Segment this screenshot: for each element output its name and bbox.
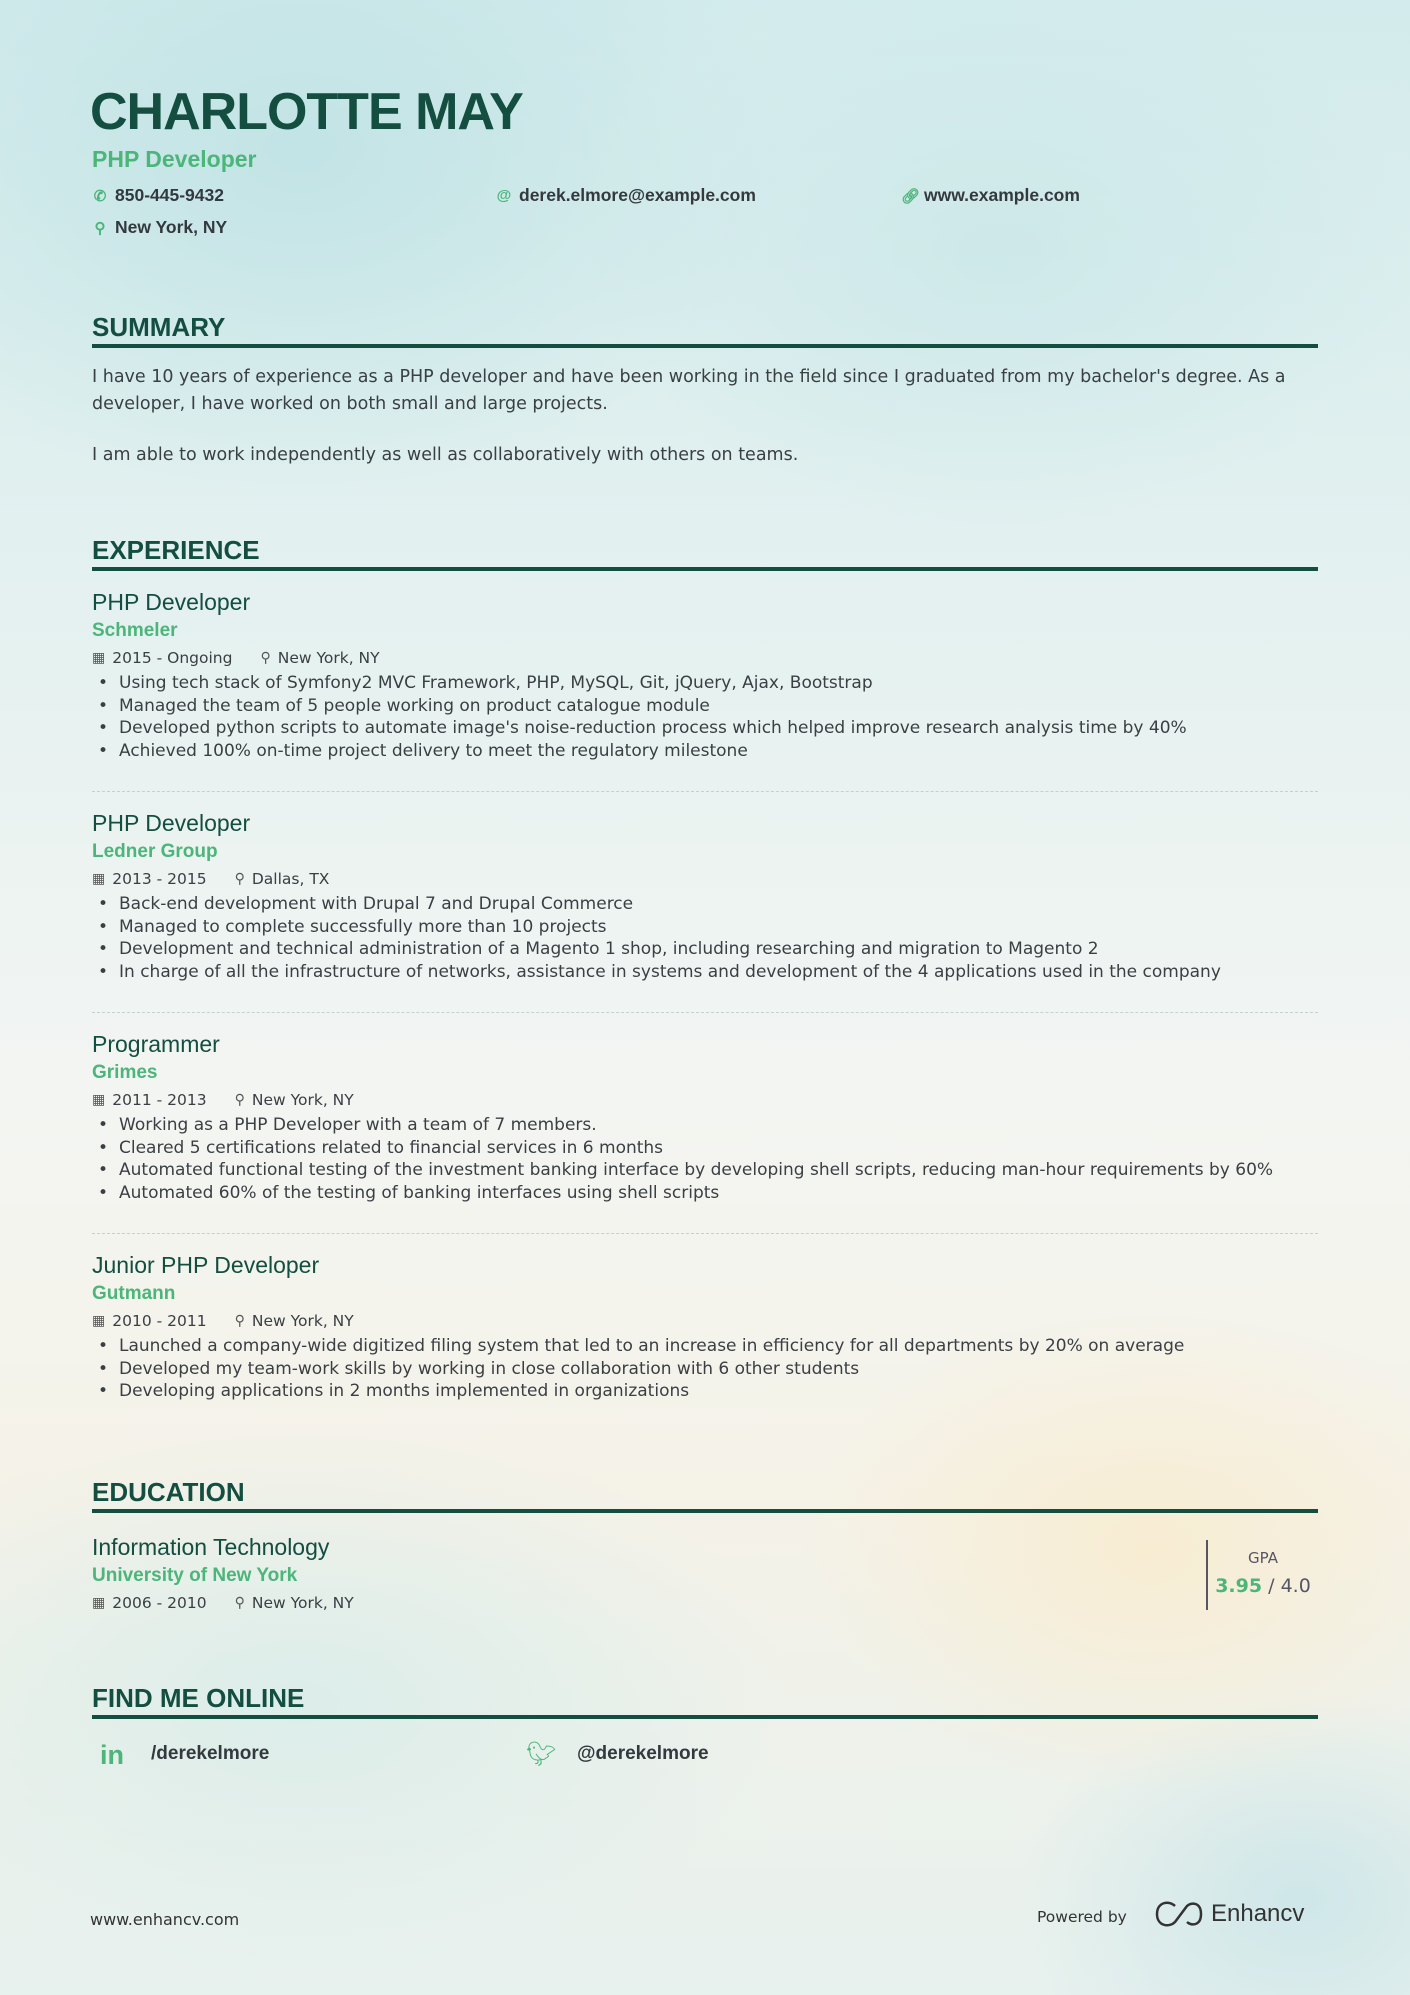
linkedin-link[interactable]: /derekelmore [151,1743,270,1764]
company: Grimes [92,1062,158,1083]
online-heading: FIND ME ONLINE [92,1683,1318,1719]
bullet-item: • Development and technical administration of a Magento 1 shop, including researching and migration to Magento 2 [92,938,1318,961]
location: New York, NY [277,649,380,667]
bullet-list [92,893,1318,983]
map-pin-icon: ⚲ [234,1313,245,1329]
gpa-label: GPA [1248,1549,1278,1567]
experience-heading: EXPERIENCE [92,535,1318,571]
summary-heading: SUMMARY [92,312,1318,348]
job-title: PHP Developer [92,589,251,615]
company: Gutmann [92,1283,176,1304]
location: New York, NY [251,1594,354,1612]
job-meta [92,869,1318,889]
map-pin-icon: ⚲ [94,219,106,237]
at-icon: @ [496,187,512,204]
map-pin-icon: ⚲ [234,1595,245,1611]
phone-text: 850-445-9432 [115,185,224,205]
online-section [92,1683,1318,1719]
bullet-item: • Developed python scripts to automate image's noise-reduction process which helped improve research analysis time by 40% [92,717,1318,740]
summary-paragraph: I have 10 years of experience as a PHP developer and have been working in the field since I graduated from my bachelor's degree. As a developer, I have worked on both small and large projects. [92,367,1286,414]
calendar-icon: ▦ [92,1092,106,1108]
job-title: Programmer [92,1031,220,1057]
twitter-link[interactable]: @derekelmore [577,1743,709,1764]
website-text[interactable]: www.example.com [924,185,1080,205]
school: University of New York [92,1565,298,1586]
job-entry [92,571,1318,792]
job-entry [92,792,1318,1013]
job-meta [92,1311,1318,1331]
location: New York, NY [251,1312,354,1330]
bullet-item: • Managed the team of 5 people working on product catalogue module [92,695,1318,718]
candidate-name: CHARLOTTE MAY [90,83,523,141]
bullet-item: • Automated functional testing of the investment banking interface by developing shell scripts, reducing man-hour requirements by 60% [92,1159,1318,1182]
calendar-icon: ▦ [92,650,106,666]
enhancv-wordmark: Enhancv [1211,1900,1305,1927]
location [92,217,227,238]
location-text: New York, NY [115,217,228,237]
bullet-list [92,672,1318,762]
gpa-max: / 4.0 [1268,1575,1311,1597]
job-entry [92,1013,1318,1234]
link-icon: 🔗︎ [901,187,921,205]
summary-paragraph: I am able to work independently as well as collaboratively with others on teams. [92,445,799,465]
dates: 2010 - 2011 [112,1312,207,1330]
job-title: PHP Developer [92,810,251,836]
job-title: Junior PHP Developer [92,1252,320,1278]
gpa-value: 3.95 [1215,1575,1263,1597]
bullet-item: • Managed to complete successfully more than 10 projects [92,916,1318,939]
twitter-icon: 🐦︎ [526,1740,557,1768]
footer-site[interactable]: www.enhancv.com [90,1910,240,1929]
location: Dallas, TX [251,870,330,888]
degree: Information Technology [92,1534,330,1560]
website[interactable] [901,185,1080,206]
education-meta [92,1593,1318,1613]
gpa-box [1206,1540,1318,1610]
candidate-title: PHP Developer [92,146,257,172]
bullet-item: • Achieved 100% on-time project delivery to meet the regulatory milestone [92,740,1318,763]
education-section [92,1477,1318,1613]
email-text[interactable]: derek.elmore@example.com [519,185,756,205]
phone-icon: ✆ [93,187,107,205]
bullet-list [92,1114,1318,1204]
dates: 2015 - Ongoing [112,649,233,667]
bullet-item: • Cleared 5 certifications related to financial services in 6 months [92,1137,1318,1160]
bullet-item: • Developing applications in 2 months implemented in organizations [92,1380,1318,1403]
job-entry [92,1234,1318,1455]
dates: 2011 - 2013 [112,1091,207,1109]
enhancv-logo-icon [1155,1900,1203,1928]
calendar-icon: ▦ [92,871,106,887]
bullet-item: • Developed my team-work skills by working in close collaboration with 6 other students [92,1358,1318,1381]
summary-section [92,312,1318,469]
calendar-icon: ▦ [92,1595,106,1611]
enhancv-logo [1155,1900,1304,1928]
job-meta [92,1090,1318,1110]
linkedin-icon: in [100,1740,124,1770]
powered-by: Powered by [1037,1908,1127,1926]
map-pin-icon: ⚲ [234,871,245,887]
map-pin-icon: ⚲ [260,650,271,666]
calendar-icon: ▦ [92,1313,106,1329]
dates: 2006 - 2010 [112,1594,207,1612]
dates: 2013 - 2015 [112,870,207,888]
bullet-list [92,1335,1318,1403]
location: New York, NY [251,1091,354,1109]
phone [92,185,224,206]
company: Ledner Group [92,841,218,862]
bullet-item: • In charge of all the infrastructure of networks, assistance in systems and development of the 4 applications used in the company [92,961,1318,984]
bullet-item: • Working as a PHP Developer with a team of 7 members. [92,1114,1318,1137]
job-meta [92,648,1318,668]
education-heading: EDUCATION [92,1477,1318,1513]
email[interactable] [496,185,756,206]
experience-section [92,535,1318,1455]
bullet-item: • Using tech stack of Symfony2 MVC Framework, PHP, MySQL, Git, jQuery, Ajax, Bootstrap [92,672,1318,695]
company: Schmeler [92,620,178,641]
map-pin-icon: ⚲ [234,1092,245,1108]
bullet-item: • Automated 60% of the testing of banking interfaces using shell scripts [92,1182,1318,1205]
bullet-item: • Back-end development with Drupal 7 and Drupal Commerce [92,893,1318,916]
bullet-item: • Launched a company-wide digitized filing system that led to an increase in efficiency for all departments by 20% on average [92,1335,1318,1358]
